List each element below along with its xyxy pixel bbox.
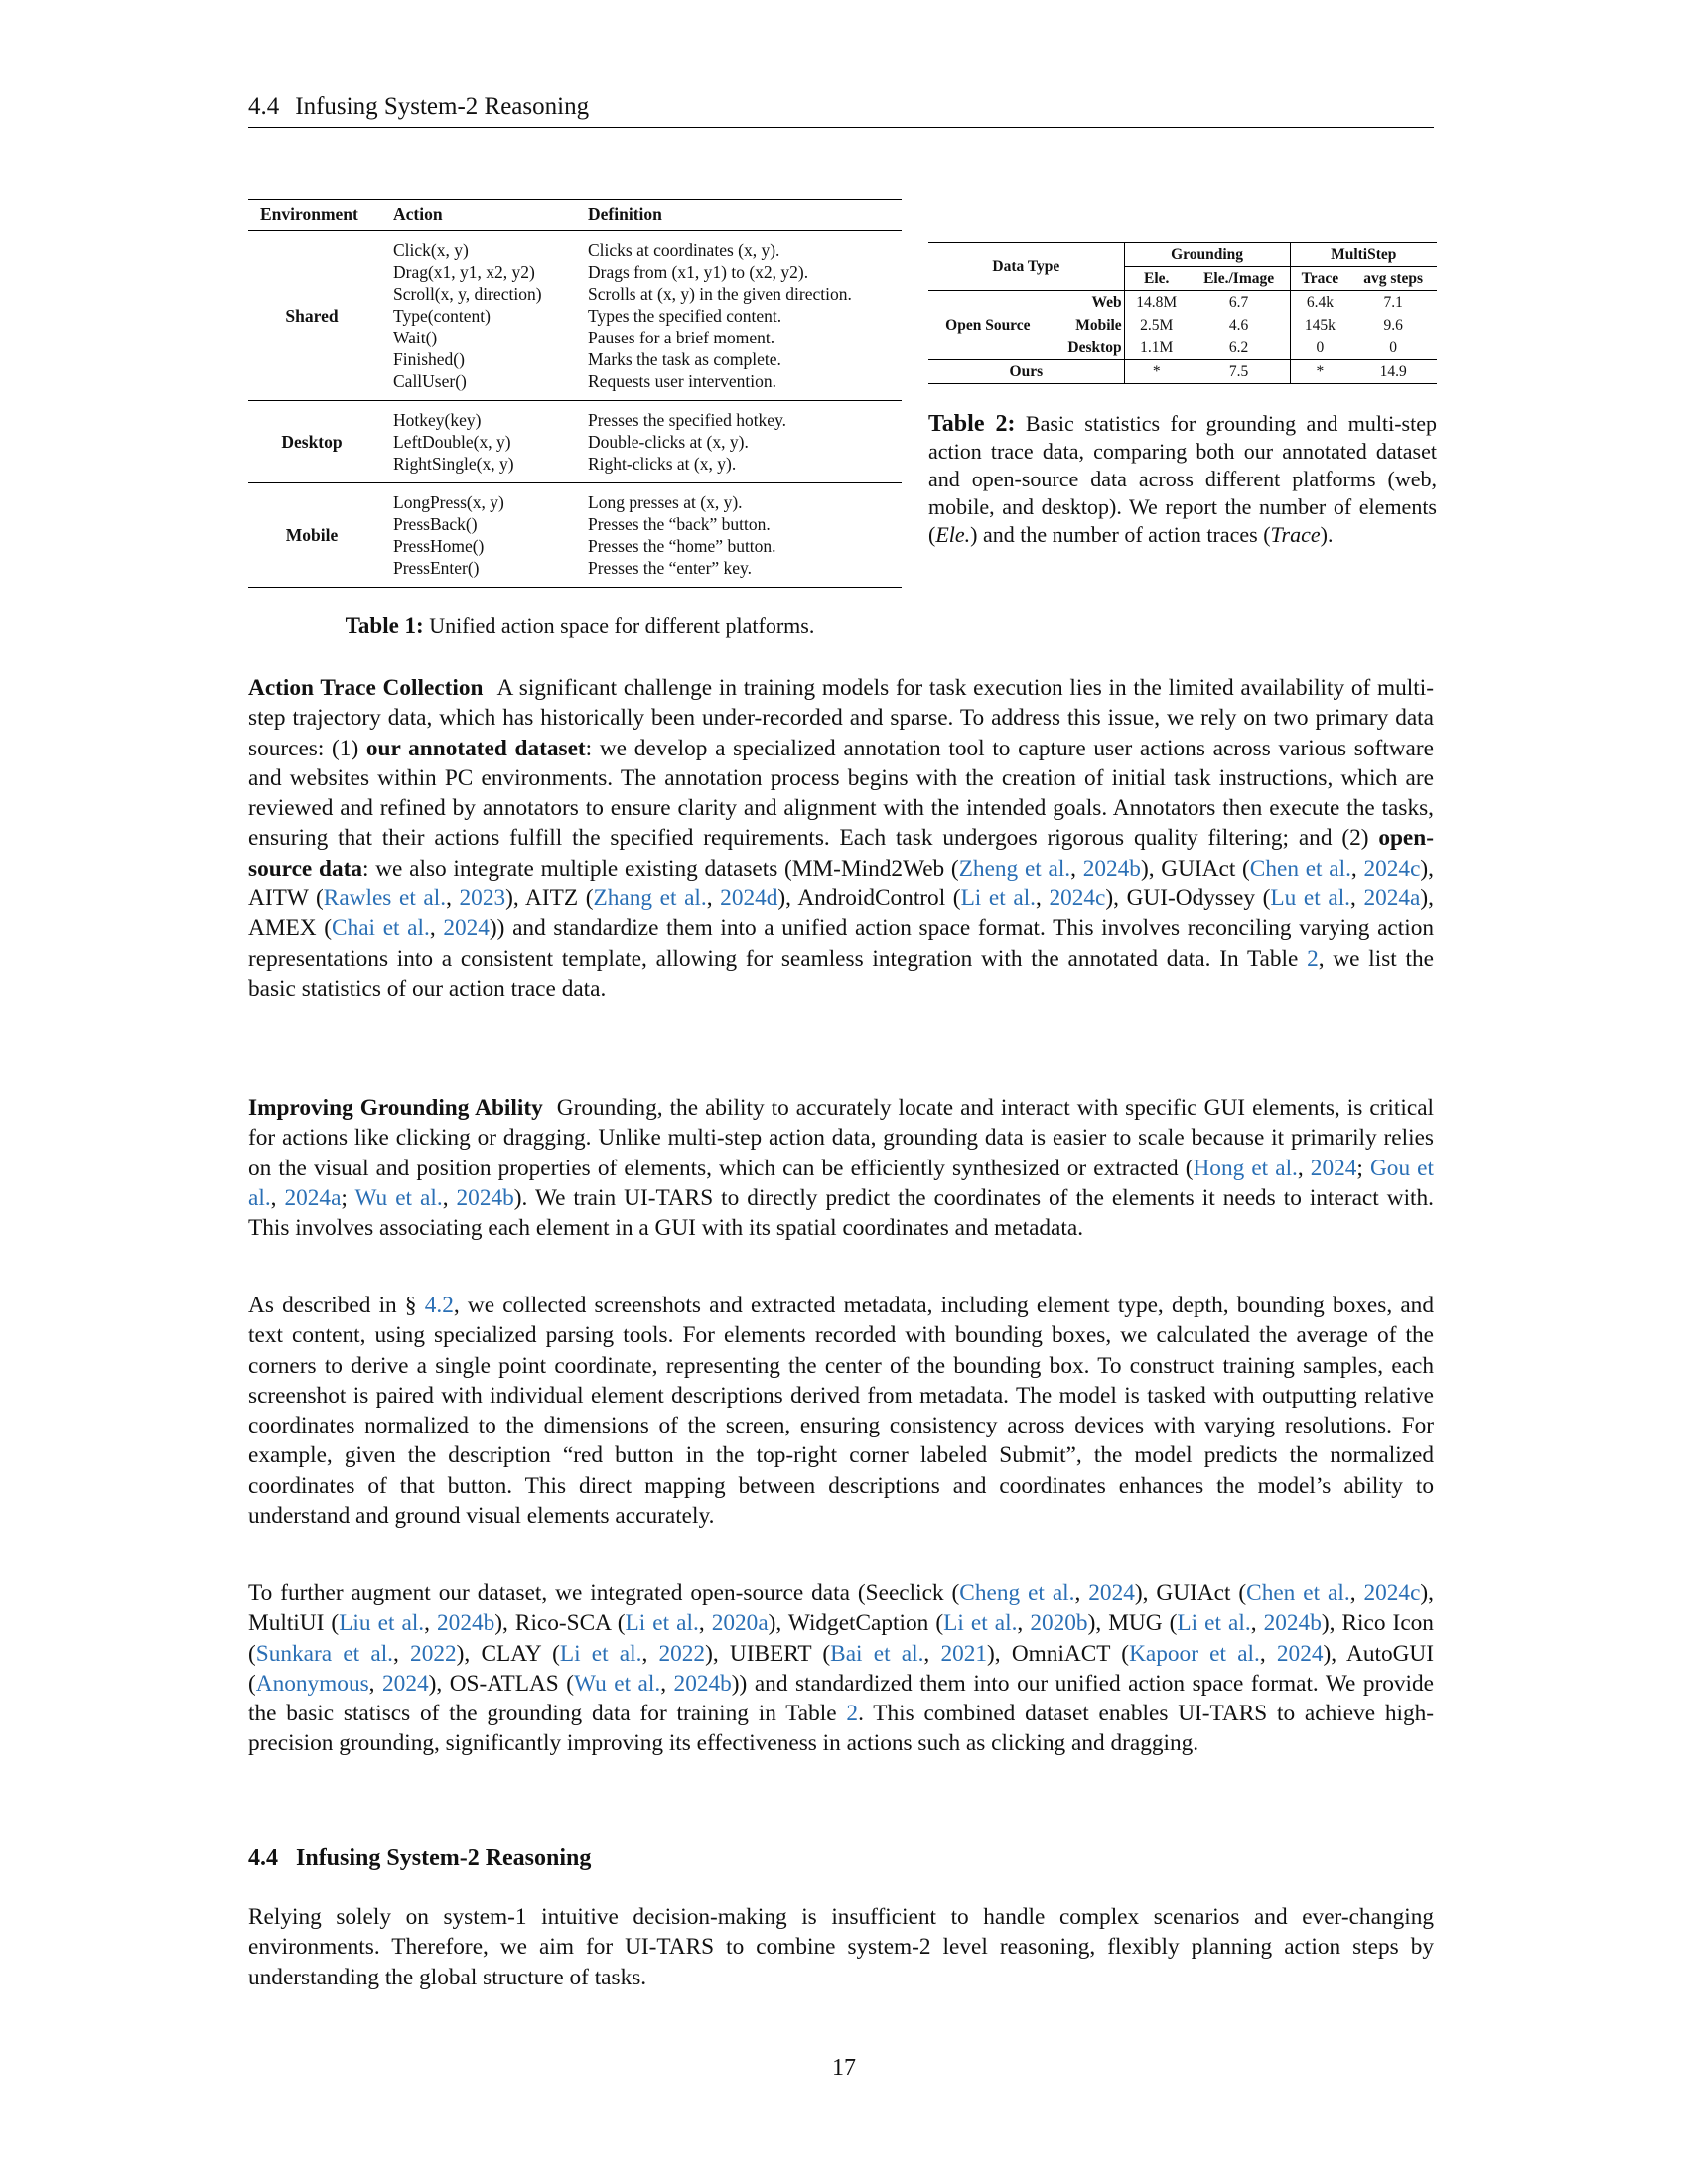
definition-cell: Marks the task as complete. (588, 349, 781, 369)
paragraph-title: Improving Grounding Ability (248, 1095, 543, 1121)
citation-link[interactable]: Lu et al. (1270, 886, 1350, 912)
text: ), MultiUI ( (248, 1580, 1434, 1637)
citation-link[interactable]: Wu et al. (354, 1184, 443, 1211)
section-ref-link[interactable]: 4.2 (424, 1293, 454, 1318)
action-cell: RightSingle(x, y) (393, 454, 514, 474)
running-head-title: Infusing System-2 Reasoning (295, 93, 590, 120)
text: ), MUG ( (1087, 1610, 1178, 1637)
cell: 14.9 (1349, 360, 1437, 384)
table-row-mobile (248, 483, 902, 588)
citation-link[interactable]: Hong et al. (1193, 1155, 1298, 1181)
citation-link[interactable]: Wu et al. (574, 1670, 661, 1697)
action-cell: Wait() (393, 328, 438, 347)
cell: 4.6 (1189, 314, 1290, 337)
table-ref-link[interactable]: 2 (846, 1701, 859, 1727)
action-cell: CallUser() (393, 371, 467, 391)
text: ), AutoGUI ( (248, 1640, 1434, 1697)
running-head (248, 93, 1434, 128)
row-label-web: Web (1048, 291, 1124, 315)
citation-link[interactable]: 2024 (1088, 1580, 1135, 1606)
env-mobile: Mobile (248, 483, 381, 588)
citation-link[interactable]: Rawles et al. (323, 886, 447, 912)
definition-cell: Presses the “enter” key. (588, 558, 753, 578)
citation-link[interactable]: Zhang et al. (593, 886, 707, 912)
paragraph-action-trace: Action Trace Collection A significant challenge in training models for task execution lies in the limited availability of multi-step trajectory data, which has historically been under-recorded and sparse. To address this issue, we rely on two primary data sources: (1) our annotated dataset: we develop a specialized annotation tool to capture user actions across various software and websites within PC environments. The annotation process begins with the creation of initial task instructions, which are reviewed and refined by annotators to ensure clarity and alignment with the intended goals. Annotators then execute the tasks, ensuring that their actions fulfill the specified requirements. Each task undergoes rigorous quality filtering; and (2) open-source data: we also integrate multiple existing datasets (MM-Mind2Web (Zheng et al., 2024b), GUIAct (Chen et al., 2024c), AITW (Rawles et al., 2023), AITZ (Zhang et al., 2024d), AndroidControl (Li et al., 2024c), GUI-Odyssey (Lu et al., 2024a), AMEX (Chai et al., 2024)) and standardize them into a unified action space format. This involves reconciling varying action representations into a consistent template, allowing for seamless integration with the annotated data. In Table 2, we list the basic statistics of our action trace data. (248, 675, 1434, 1002)
cell: 0 (1349, 337, 1437, 360)
table-row-shared (248, 231, 902, 401)
cell: 7.1 (1383, 294, 1403, 311)
caption-italic: Ele. (935, 522, 971, 547)
text: Grounding, the ability to accurately locate and interact with specific GUI elements, is critical for actions like clicking or dragging. Unlike multi-step action data, grounding data is easier to scale because it primarily relies on the visual and position properties of elements, which can be efficiently synthesized or extracted ( (248, 1095, 1435, 1181)
env-shared: Shared (248, 231, 381, 401)
citation-link[interactable]: 2024d (720, 886, 778, 912)
text: ), Rico-SCA ( (494, 1610, 626, 1637)
paragraph-title: Action Trace Collection (248, 675, 484, 701)
table-ref-link[interactable]: 2 (1307, 945, 1319, 972)
citation-link[interactable]: 2020a (711, 1610, 769, 1637)
text: ), OmniACT ( (987, 1640, 1130, 1667)
citation-link[interactable]: 2024c (1363, 1580, 1421, 1606)
actions-shared (381, 231, 576, 401)
citation-link[interactable]: 2024 (1310, 1155, 1357, 1181)
grounding-header: Grounding (1124, 243, 1290, 267)
table-1-caption (248, 614, 902, 639)
text: ), UIBERT ( (705, 1640, 831, 1667)
text: . This combined dataset enables UI-TARS to achieve high-precision grounding, significantly improving its effectiveness in actions such as clicking and dragging. (248, 1701, 1434, 1757)
definition-cell: Presses the specified hotkey. (588, 410, 787, 430)
cell: 2.5M (1140, 317, 1174, 334)
open-source-label: Open Source (928, 291, 1048, 360)
text: As described in § (248, 1293, 425, 1318)
col-header-action: Action (381, 200, 576, 231)
cell: 145k (1304, 317, 1336, 334)
text: ). We train UI-TARS to directly predict the coordinates of the elements it needs to interact with. This involves associating each element in a GUI with its spatial coordinates and metadata. (248, 1184, 1434, 1242)
section-heading (248, 1845, 591, 1872)
action-cell: LongPress(x, y) (393, 492, 504, 512)
citation-link[interactable]: Li et al. (960, 886, 1036, 912)
text: )) and standardize them into a unified action space format. This involves reconciling varying action representations into a consistent template, allowing for seamless integration with the annotated data. In Table (248, 915, 1434, 972)
text: ), GUIAct ( (1134, 1580, 1247, 1606)
actions-mobile (381, 483, 576, 588)
citation-link[interactable]: Li et al. (559, 1640, 642, 1667)
definitions-mobile (576, 483, 902, 588)
cell: 0 (1290, 337, 1349, 360)
section-title: Infusing System-2 Reasoning (296, 1845, 592, 1871)
action-cell: Drag(x1, y1, x2, y2) (393, 262, 535, 282)
citation-link[interactable]: Gou et al. (248, 1155, 1434, 1211)
cell: 14.8M (1136, 294, 1178, 311)
citation-link[interactable]: Liu et al. (339, 1610, 425, 1637)
table-2-caption (928, 410, 1437, 549)
bold-text: open-source data (248, 825, 1434, 882)
citation-link[interactable]: Sunkara et al. (255, 1640, 393, 1667)
data-type-header: Data Type (928, 243, 1124, 291)
citation-link[interactable]: 2024a (284, 1184, 342, 1211)
row-label-ours: Ours (928, 360, 1124, 384)
text: , we list the basic statistics of our action trace data. (248, 945, 1434, 1002)
section-number: 4.4 (248, 1845, 278, 1871)
table-2 (928, 242, 1437, 549)
row-label-mobile: Mobile (1048, 314, 1124, 337)
cell: 6.7 (1189, 291, 1290, 315)
citation-link[interactable]: 2024b (1263, 1610, 1322, 1637)
text: )) and standardized them into our unified action space format. We provide the basic statiscs of the grounding data for training in Table (248, 1670, 1434, 1727)
citation-link[interactable]: 2024 (382, 1670, 429, 1697)
table-1-caption-label: Table 1: (345, 614, 424, 638)
text: A significant challenge in training models for task execution lies in the limited availability of multi-step trajectory data, which has historically been under-recorded and sparse. To address this issue, we rely on two primary data sources: (1) (248, 675, 1434, 761)
bold-text: our annotated dataset (365, 735, 586, 761)
definition-cell: Requests user intervention. (588, 371, 777, 391)
action-cell: Hotkey(key) (393, 410, 482, 430)
action-cell: Finished() (393, 349, 465, 369)
cell: 7.5 (1189, 360, 1290, 384)
action-cell: PressHome() (393, 536, 485, 556)
citation-link[interactable]: 2022 (410, 1640, 457, 1667)
paragraph-augment: To further augment our dataset, we integrated open-source data (Seeclick (Cheng et al., 2024), GUIAct (Chen et al., 2024c), MultiUI (Liu et al., 2024b), Rico-SCA (Li et al., 2020a), WidgetCaption (Li et al., 2020b), MUG (Li et al., 2024b), Rico Icon (Sunkara et al., 2022), CLAY (Li et al., 2022), UIBERT (Bai et al., 2021), OmniACT (Kapoor et al., 2024), AutoGUI (Anonymous, 2024), OS-ATLAS (Wu et al., 2024b)) and standardized them into our unified action space format. We provide the basic statiscs of the grounding data for training in Table 2. This combined dataset enables UI-TARS to achieve high-precision grounding, significantly improving its effectiveness in actions such as clicking and dragging. (248, 1580, 1434, 1757)
definitions-shared (576, 231, 902, 401)
text: : we develop a specialized annotation tool to capture user actions across various software and websites within PC environments. The annotation process begins with the creation of initial task instructions, which are reviewed and refined by annotators to ensure clarity and alignment with the intended goals. Annotators then execute the tasks, ensuring that their actions fulfill the specified requirements. Each task undergoes rigorous quality filtering; and (2) (248, 735, 1434, 852)
row-label-desktop: Desktop (1048, 337, 1124, 360)
paragraph-grounding: Improving Grounding Ability Grounding, the ability to accurately locate and interact with specific GUI elements, is critical for actions like clicking or dragging. Unlike multi-step action data, grounding data is easier to scale because it primarily relies on the visual and position properties of elements, which can be efficiently synthesized or extracted (Hong et al., 2024; Gou et al., 2024a; Wu et al., 2024b). We train UI-TARS to directly predict the coordinates of the elements it needs to interact with. This involves associating each element in a GUI with its spatial coordinates and metadata. (248, 1095, 1435, 1242)
page-number: 17 (832, 2055, 856, 2081)
caption-text: Basic statistics for grounding and multi-step action trace data, comparing both our annotated dataset and open-source data across different platforms (web, mobile, and desktop). We report the number of elements ( (928, 411, 1437, 547)
citation-link[interactable]: Kapoor et al. (1129, 1640, 1260, 1667)
text: : we also integrate multiple existing datasets (MM-Mind2Web ( (362, 855, 959, 882)
definition-cell: Pauses for a brief moment. (588, 328, 775, 347)
action-cell: LeftDouble(x, y) (393, 432, 511, 452)
cell: 6.4k (1306, 294, 1334, 311)
text: ), AndroidControl ( (777, 886, 961, 912)
cell: 6.2 (1189, 337, 1290, 360)
citation-link[interactable]: Chai et al. (332, 915, 430, 942)
cell: 1.1M (1124, 337, 1189, 360)
statistics-table (928, 242, 1437, 384)
action-space-table (248, 199, 902, 588)
action-cell: Click(x, y) (393, 240, 469, 260)
col-header-definition: Definition (576, 200, 902, 231)
citation-link[interactable]: 2024b (673, 1670, 732, 1697)
subheader-avg-steps: avg steps (1349, 267, 1437, 291)
table-1-caption-text: Unified action space for different platforms. (429, 614, 815, 638)
table-1 (248, 199, 902, 639)
definition-cell: Long presses at (x, y). (588, 492, 743, 512)
citation-link[interactable]: 2021 (940, 1640, 988, 1667)
citation-link[interactable]: Zheng et al. (958, 855, 1071, 882)
citation-link[interactable]: Bai et al. (830, 1640, 924, 1667)
text: ), Rico Icon ( (248, 1610, 1434, 1667)
definition-cell: Clicks at coordinates (x, y). (588, 240, 780, 260)
action-cell: Type(content) (393, 306, 491, 326)
citation-link[interactable]: 2024b (456, 1184, 514, 1211)
table-row-desktop (248, 401, 902, 483)
text: ), CLAY ( (456, 1640, 560, 1667)
cell: * (1124, 360, 1189, 384)
cell: * (1290, 360, 1349, 384)
citation-link[interactable]: Chen et al. (1249, 855, 1351, 882)
text: ), AMEX ( (248, 886, 1434, 942)
citation-link[interactable]: 2024c (1049, 886, 1106, 912)
subheader-trace: Trace (1290, 267, 1349, 291)
definitions-desktop (576, 401, 902, 483)
cell: 9.6 (1383, 317, 1403, 334)
running-head-number: 4.4 (248, 93, 280, 120)
citation-link[interactable]: 2024b (1082, 855, 1141, 882)
definition-cell: Presses the “back” button. (588, 514, 771, 534)
caption-text: ) and the number of action traces ( (970, 522, 1271, 547)
definition-cell: Scrolls at (x, y) in the given direction. (588, 284, 852, 304)
text: ), GUIAct ( (1140, 855, 1250, 882)
table-2-caption-label: Table 2: (928, 411, 1016, 437)
subheader-ele: Ele. (1124, 267, 1189, 291)
definition-cell: Right-clicks at (x, y). (588, 454, 737, 474)
text: ), AITW ( (248, 855, 1434, 912)
action-cell: Scroll(x, y, direction) (393, 284, 542, 304)
caption-italic: Trace (1270, 522, 1321, 547)
citation-link[interactable]: 2020b (1030, 1610, 1088, 1637)
definition-cell: Presses the “home” button. (588, 536, 776, 556)
action-cell: PressBack() (393, 514, 478, 534)
citation-link[interactable]: 2024b (437, 1610, 495, 1637)
citation-link[interactable]: Li et al. (943, 1610, 1018, 1637)
paragraph-system2: Relying solely on system-1 intuitive decision-making is insufficient to handle complex scenarios and ever-changing environments. Therefore, we aim for UI-TARS to combine system-2 level reasoning, flexibly planning action steps by understanding the global structure of tasks. (248, 1904, 1434, 1990)
caption-text: ). (1320, 522, 1334, 547)
citation-link[interactable]: 2024c (1363, 855, 1421, 882)
table-row (928, 291, 1437, 315)
citation-link[interactable]: Chen et al. (1246, 1580, 1350, 1606)
definition-cell: Drags from (x1, y1) to (x2, y2). (588, 262, 809, 282)
action-cell: PressEnter() (393, 558, 480, 578)
subheader-ele-image: Ele./Image (1189, 267, 1290, 291)
citation-link[interactable]: 2024 (443, 915, 490, 942)
text: , we collected screenshots and extracted metadata, including element type, depth, bounding boxes, and text content, using specialized parsing tools. For elements recorded with bounding boxes, we calculated the average of the corners to derive a single point coordinate, representing the center of the bounding box. To construct training samples, each screenshot is paired with individual element descriptions derived from metadata. The model is tasked with outputting relative coordinates normalized to the dimensions of the screen, ensuring consistency across devices with varying resolutions. For example, given the description “red button in the top-right corner labeled Submit”, the model predicts the normalized coordinates of that button. This direct mapping between descriptions and coordinates enhances the model’s ability to understand and ground visual elements accurately. (248, 1293, 1434, 1530)
citation-link[interactable]: 2024a (1363, 886, 1421, 912)
citation-link[interactable]: 2023 (459, 886, 506, 912)
table-row-ours (928, 360, 1437, 384)
env-desktop: Desktop (248, 401, 381, 483)
multistep-header: MultiStep (1290, 243, 1437, 267)
actions-desktop (381, 401, 576, 483)
citation-link[interactable]: Anonymous (255, 1670, 369, 1697)
citation-link[interactable]: Li et al. (625, 1610, 699, 1637)
citation-link[interactable]: 2022 (658, 1640, 706, 1667)
paragraph-described (248, 1291, 1434, 1531)
definition-cell: Double-clicks at (x, y). (588, 432, 749, 452)
col-header-environment: Environment (248, 200, 381, 231)
citation-link[interactable]: 2024 (1276, 1640, 1324, 1667)
text: ), AITZ ( (505, 886, 594, 912)
text: ), WidgetCaption ( (768, 1610, 944, 1637)
citation-link[interactable]: Cheng et al. (959, 1580, 1075, 1606)
definition-cell: Types the specified content. (588, 306, 782, 326)
text: To further augment our dataset, we integrated open-source data (Seeclick ( (248, 1580, 960, 1606)
text: ), OS-ATLAS ( (428, 1670, 575, 1697)
text: ), GUI-Odyssey ( (1105, 886, 1271, 912)
citation-link[interactable]: Li et al. (1177, 1610, 1251, 1637)
